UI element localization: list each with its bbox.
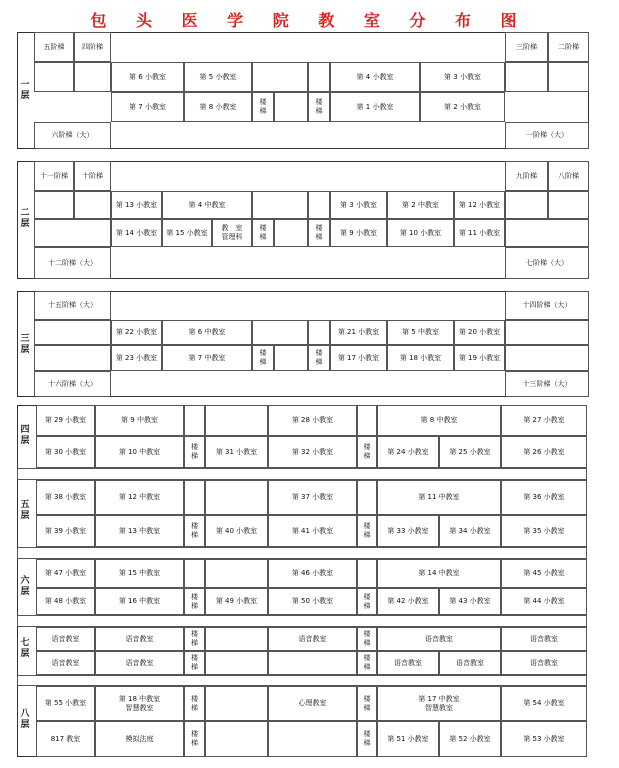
classroom-12: 第 12 小教室 xyxy=(454,191,505,219)
medium-classroom-18-smart: 第 18 中教室 智慧教室 xyxy=(95,686,184,721)
mock-court: 模拟法庭 xyxy=(95,721,184,757)
empty-cell xyxy=(274,219,308,247)
empty-cell xyxy=(357,559,377,588)
empty-cell xyxy=(184,559,205,588)
stairwell: 楼 梯 xyxy=(357,651,377,675)
stair-hall-13-large: 十三阶梯（大） xyxy=(505,371,589,397)
language-lab: 语音教室 xyxy=(95,651,184,675)
language-lab: 语音教室 xyxy=(439,651,501,675)
classroom-6: 第 6 小教室 xyxy=(111,62,184,92)
classroom-35: 第 35 小教室 xyxy=(501,515,587,547)
stairwell: 楼 梯 xyxy=(184,686,205,721)
stairwell: 楼 梯 xyxy=(184,436,205,468)
empty-cell xyxy=(252,62,308,92)
stair-hall-10: 十阶梯 xyxy=(74,161,111,191)
language-lab: 语音教室 xyxy=(268,627,357,651)
empty-cell xyxy=(184,480,205,515)
classroom-30: 第 30 小教室 xyxy=(36,436,95,468)
medium-classroom-4: 第 4 中教室 xyxy=(162,191,252,219)
stair-hall-16-large: 十六阶梯（大） xyxy=(34,371,111,397)
classroom-53: 第 53 小教室 xyxy=(501,721,587,757)
stairwell: 楼 梯 xyxy=(357,721,377,757)
floor-gap xyxy=(17,615,587,627)
stair-hall-2: 二阶梯 xyxy=(548,32,589,62)
classroom-49: 第 49 小教室 xyxy=(205,588,268,615)
stairwell: 楼 梯 xyxy=(184,515,205,547)
classroom-48: 第 48 小教室 xyxy=(36,588,95,615)
medium-classroom-5: 第 5 中教室 xyxy=(387,320,454,345)
empty-cell xyxy=(308,320,330,345)
empty-cell xyxy=(205,627,268,651)
classroom-46: 第 46 小教室 xyxy=(268,559,357,588)
classroom-3: 第 3 小教室 xyxy=(420,62,505,92)
classroom-37: 第 37 小教室 xyxy=(268,480,357,515)
classroom-10: 第 10 中教室 xyxy=(95,436,184,468)
classroom-31: 第 31 小教室 xyxy=(205,436,268,468)
stair-hall-4: 四阶梯 xyxy=(74,32,111,62)
classroom-45: 第 45 小教室 xyxy=(501,559,587,588)
empty-cell xyxy=(252,320,308,345)
floor-5-label: 五 层 xyxy=(20,500,30,521)
classroom-24: 第 24 小教室 xyxy=(377,436,439,468)
floor-4-label: 四 层 xyxy=(20,425,30,446)
stair-hall-14-large: 十四阶梯（大） xyxy=(505,291,589,320)
empty-cell xyxy=(505,191,548,219)
stairwell: 楼 梯 xyxy=(308,92,330,122)
empty-cell xyxy=(34,219,111,247)
medium-classroom-7: 第 7 中教室 xyxy=(162,345,252,371)
classroom-42: 第 42 小教室 xyxy=(377,588,439,615)
stair-hall-7-large: 七阶梯（大） xyxy=(505,247,589,279)
floor-7-label: 七 层 xyxy=(20,638,30,659)
medium-classroom-6: 第 6 中教室 xyxy=(162,320,252,345)
empty-cell xyxy=(505,219,589,247)
classroom-2: 第 2 小教室 xyxy=(420,92,505,122)
stairwell: 楼 梯 xyxy=(308,219,330,247)
classroom-36: 第 36 小教室 xyxy=(501,480,587,515)
empty-cell xyxy=(268,721,357,757)
classroom-50: 第 50 小教室 xyxy=(268,588,357,615)
stairwell: 楼 梯 xyxy=(184,627,205,651)
stairwell: 楼 梯 xyxy=(357,436,377,468)
empty-cell xyxy=(34,345,111,371)
medium-classroom-17-smart: 第 17 中教室 智慧教室 xyxy=(377,686,501,721)
medium-classroom-13: 第 13 中教室 xyxy=(95,515,184,547)
medium-classroom-12: 第 12 中教室 xyxy=(95,480,184,515)
stair-hall-3: 三阶梯 xyxy=(505,32,548,62)
floor-2-label: 二 层 xyxy=(20,208,30,229)
empty-cell xyxy=(34,62,74,92)
classroom-26: 第 26 小教室 xyxy=(501,436,587,468)
classroom-5: 第 5 小教室 xyxy=(184,62,252,92)
empty-cell xyxy=(252,191,308,219)
classroom-14: 第 14 小教室 xyxy=(111,219,162,247)
empty-cell xyxy=(548,191,589,219)
medium-classroom-14: 第 14 中教室 xyxy=(377,559,501,588)
empty-cell xyxy=(274,345,308,371)
classroom-23: 第 23 小教室 xyxy=(111,345,162,371)
language-lab: 语音教室 xyxy=(377,627,501,651)
classroom-47: 第 47 小教室 xyxy=(36,559,95,588)
empty-cell xyxy=(34,191,74,219)
language-lab: 语音教室 xyxy=(501,627,587,651)
empty-cell xyxy=(205,651,268,675)
language-lab: 语音教室 xyxy=(501,651,587,675)
stairwell: 楼 梯 xyxy=(308,345,330,371)
floor-8-label: 八 层 xyxy=(20,709,30,730)
classroom-13: 第 13 小教室 xyxy=(111,191,162,219)
language-lab: 语音教室 xyxy=(95,627,184,651)
empty-cell xyxy=(74,62,111,92)
classroom-29: 第 29 小教室 xyxy=(36,405,95,436)
empty-cell xyxy=(184,405,205,436)
empty-cell xyxy=(308,62,330,92)
classroom-32: 第 32 小教室 xyxy=(268,436,357,468)
classroom-34: 第 34 小教室 xyxy=(439,515,501,547)
classroom-38: 第 38 小教室 xyxy=(36,480,95,515)
stair-hall-5: 五阶梯 xyxy=(34,32,74,62)
stairwell: 楼 梯 xyxy=(184,588,205,615)
classroom-18: 第 18 小教室 xyxy=(387,345,454,371)
classroom-28: 第 28 小教室 xyxy=(268,405,357,436)
empty-cell xyxy=(308,191,330,219)
medium-classroom-2: 第 2 中教室 xyxy=(387,191,454,219)
medium-classroom-8: 第 8 中教室 xyxy=(377,405,501,436)
empty-cell xyxy=(205,480,268,515)
floor-gap xyxy=(17,547,587,559)
stairwell: 楼 梯 xyxy=(357,588,377,615)
classroom-25: 第 25 小教室 xyxy=(439,436,501,468)
stairwell: 楼 梯 xyxy=(357,627,377,651)
classroom-33: 第 33 小教室 xyxy=(377,515,439,547)
empty-cell xyxy=(205,721,268,757)
medium-classroom-11: 第 11 中教室 xyxy=(377,480,501,515)
floor-gap xyxy=(17,675,587,686)
stairwell: 楼 梯 xyxy=(252,219,274,247)
language-lab: 语音教室 xyxy=(36,651,95,675)
stairwell: 楼 梯 xyxy=(252,345,274,371)
empty-cell xyxy=(505,345,589,371)
empty-cell xyxy=(357,480,377,515)
empty-cell xyxy=(505,320,589,345)
floor-gap xyxy=(17,468,587,480)
classroom-20: 第 20 小教室 xyxy=(454,320,505,345)
classroom-10: 第 10 小教室 xyxy=(387,219,454,247)
classroom-9: 第 9 小教室 xyxy=(330,219,387,247)
classroom-3: 第 3 小教室 xyxy=(330,191,387,219)
page-title: 包 头 医 学 院 教 室 分 布 图 xyxy=(90,11,529,30)
stair-hall-6-large: 六阶梯（大） xyxy=(34,122,111,149)
stair-hall-9: 九阶梯 xyxy=(505,161,548,191)
empty-cell xyxy=(205,559,268,588)
stairwell: 楼 梯 xyxy=(357,686,377,721)
empty-cell xyxy=(505,62,548,92)
empty-cell xyxy=(205,686,268,721)
empty-cell xyxy=(357,405,377,436)
classroom-11: 第 11 小教室 xyxy=(454,219,505,247)
language-lab: 语音教室 xyxy=(36,627,95,651)
classroom-39: 第 39 小教室 xyxy=(36,515,95,547)
floor-3-label: 三 层 xyxy=(20,334,30,355)
stairwell: 楼 梯 xyxy=(184,651,205,675)
classroom-17: 第 17 小教室 xyxy=(330,345,387,371)
empty-cell xyxy=(274,92,308,122)
stair-hall-8: 八阶梯 xyxy=(548,161,589,191)
classroom-15: 第 15 小教室 xyxy=(162,219,212,247)
classroom-27: 第 27 小教室 xyxy=(501,405,587,436)
classroom-41: 第 41 小教室 xyxy=(268,515,357,547)
stairwell: 楼 梯 xyxy=(357,515,377,547)
language-lab: 语音教室 xyxy=(377,651,439,675)
floor-6-label: 六 层 xyxy=(20,576,30,597)
classroom-22: 第 22 小教室 xyxy=(111,320,162,345)
empty-cell xyxy=(74,191,111,219)
classroom-7: 第 7 小教室 xyxy=(111,92,184,122)
stair-hall-15-large: 十五阶梯（大） xyxy=(34,291,111,320)
classroom-4: 第 4 小教室 xyxy=(330,62,420,92)
classroom-54: 第 54 小教室 xyxy=(501,686,587,721)
stairwell: 楼 梯 xyxy=(252,92,274,122)
stair-hall-11: 十一阶梯 xyxy=(34,161,74,191)
classroom-44: 第 44 小教室 xyxy=(501,588,587,615)
classroom-817: 817 教室 xyxy=(36,721,95,757)
classroom-52: 第 52 小教室 xyxy=(439,721,501,757)
classroom-55: 第 55 小教室 xyxy=(36,686,95,721)
medium-classroom-15: 第 15 中教室 xyxy=(95,559,184,588)
medium-classroom-9: 第 9 中教室 xyxy=(95,405,184,436)
classroom-management-office: 教 室 管理科 xyxy=(212,219,252,247)
classroom-43: 第 43 小教室 xyxy=(439,588,501,615)
psychology-room: 心理教室 xyxy=(268,686,357,721)
classroom-21: 第 21 小教室 xyxy=(330,320,387,345)
floor-1-label: 一 层 xyxy=(20,80,30,101)
classroom-51: 第 51 小教室 xyxy=(377,721,439,757)
classroom-19: 第 19 小教室 xyxy=(454,345,505,371)
empty-cell xyxy=(205,405,268,436)
stair-hall-12-large: 十二阶梯（大） xyxy=(34,247,111,279)
stairwell: 楼 梯 xyxy=(184,721,205,757)
classroom-8: 第 8 小教室 xyxy=(184,92,252,122)
empty-cell xyxy=(34,320,111,345)
empty-cell xyxy=(548,62,589,92)
classroom-40: 第 40 小教室 xyxy=(205,515,268,547)
empty-cell xyxy=(268,651,357,675)
medium-classroom-16: 第 16 中教室 xyxy=(95,588,184,615)
stair-hall-1-large: 一阶梯（大） xyxy=(505,122,589,149)
classroom-1: 第 1 小教室 xyxy=(330,92,420,122)
